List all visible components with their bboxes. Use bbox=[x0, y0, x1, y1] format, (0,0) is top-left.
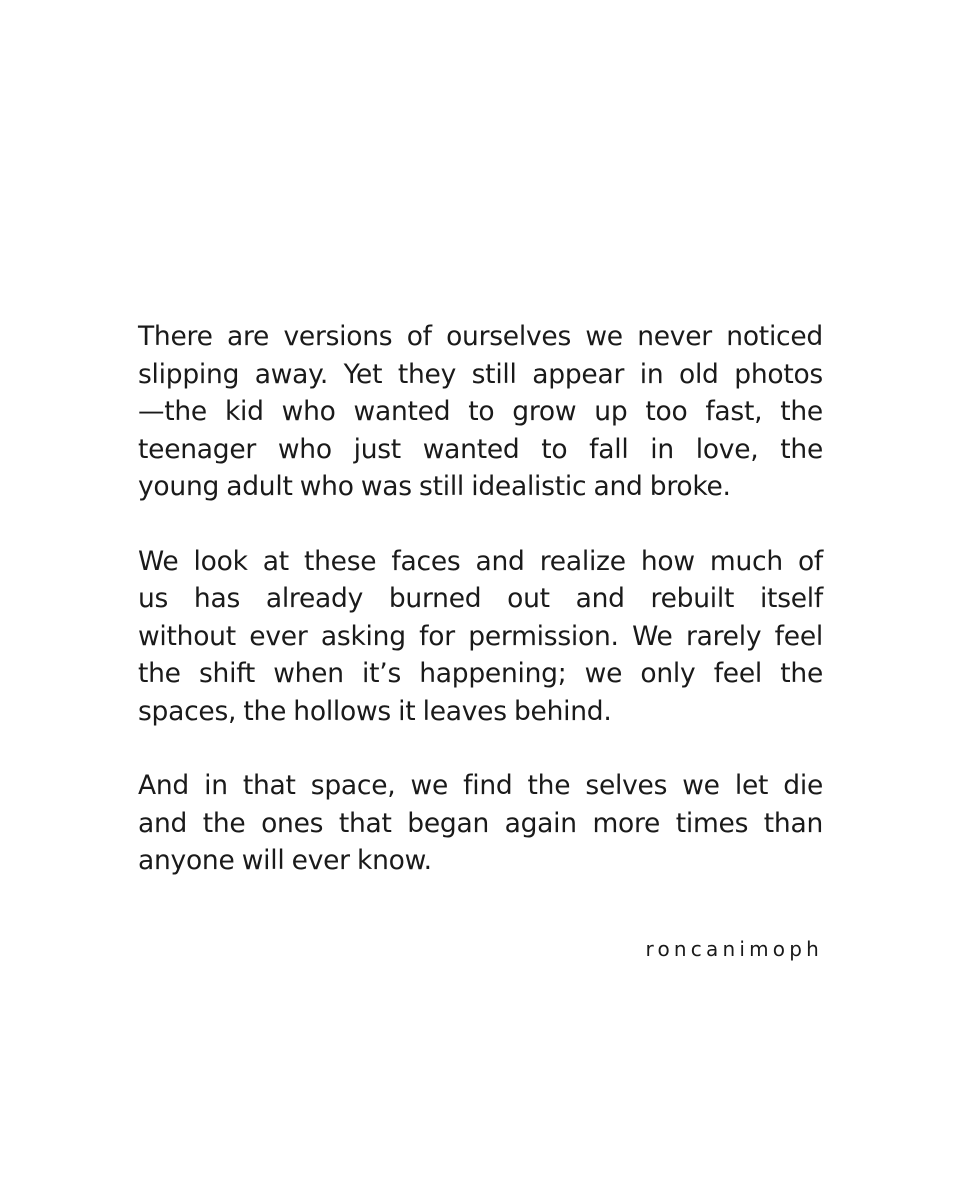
quote-paragraph-1 bbox=[138, 318, 823, 506]
paragraph-3-line-3: anyone will ever know. bbox=[138, 845, 432, 876]
paragraph-2-line-2: us has already burned out and rebuilt itself bbox=[138, 583, 823, 614]
quote-text-block bbox=[138, 318, 823, 917]
paragraph-1-line-4: teenager who just wanted to fall in love, the bbox=[138, 433, 823, 465]
paragraph-2-line-5: spaces, the hollows it leaves behind. bbox=[138, 695, 612, 727]
quote-paragraph-2 bbox=[138, 543, 823, 731]
paragraph-3-line-1: And in that space, we find the selves we let die bbox=[138, 770, 823, 801]
paragraph-2-line-4: the shift when it’s happening; we only feel the bbox=[138, 658, 823, 689]
paragraph-2-line-3: without ever asking for permission. We rarely feel bbox=[138, 620, 823, 652]
paragraph-1-line-2: slipping away. Yet they still appear in old photos bbox=[138, 358, 823, 390]
paragraph-1-line-3: —the kid who wanted to grow up too fast, the bbox=[138, 396, 823, 427]
paragraph-2-line-1: We look at these faces and realize how much of bbox=[138, 545, 823, 577]
paragraph-1-line-1: There are versions of ourselves we never noticed bbox=[138, 321, 823, 352]
quote-paragraph-3 bbox=[138, 767, 823, 880]
author-signature: roncanimoph bbox=[645, 937, 823, 961]
paragraph-1-line-5: young adult who was still idealistic and broke. bbox=[138, 471, 731, 502]
paragraph-3-line-2: and the ones that began again more times than bbox=[138, 807, 823, 839]
